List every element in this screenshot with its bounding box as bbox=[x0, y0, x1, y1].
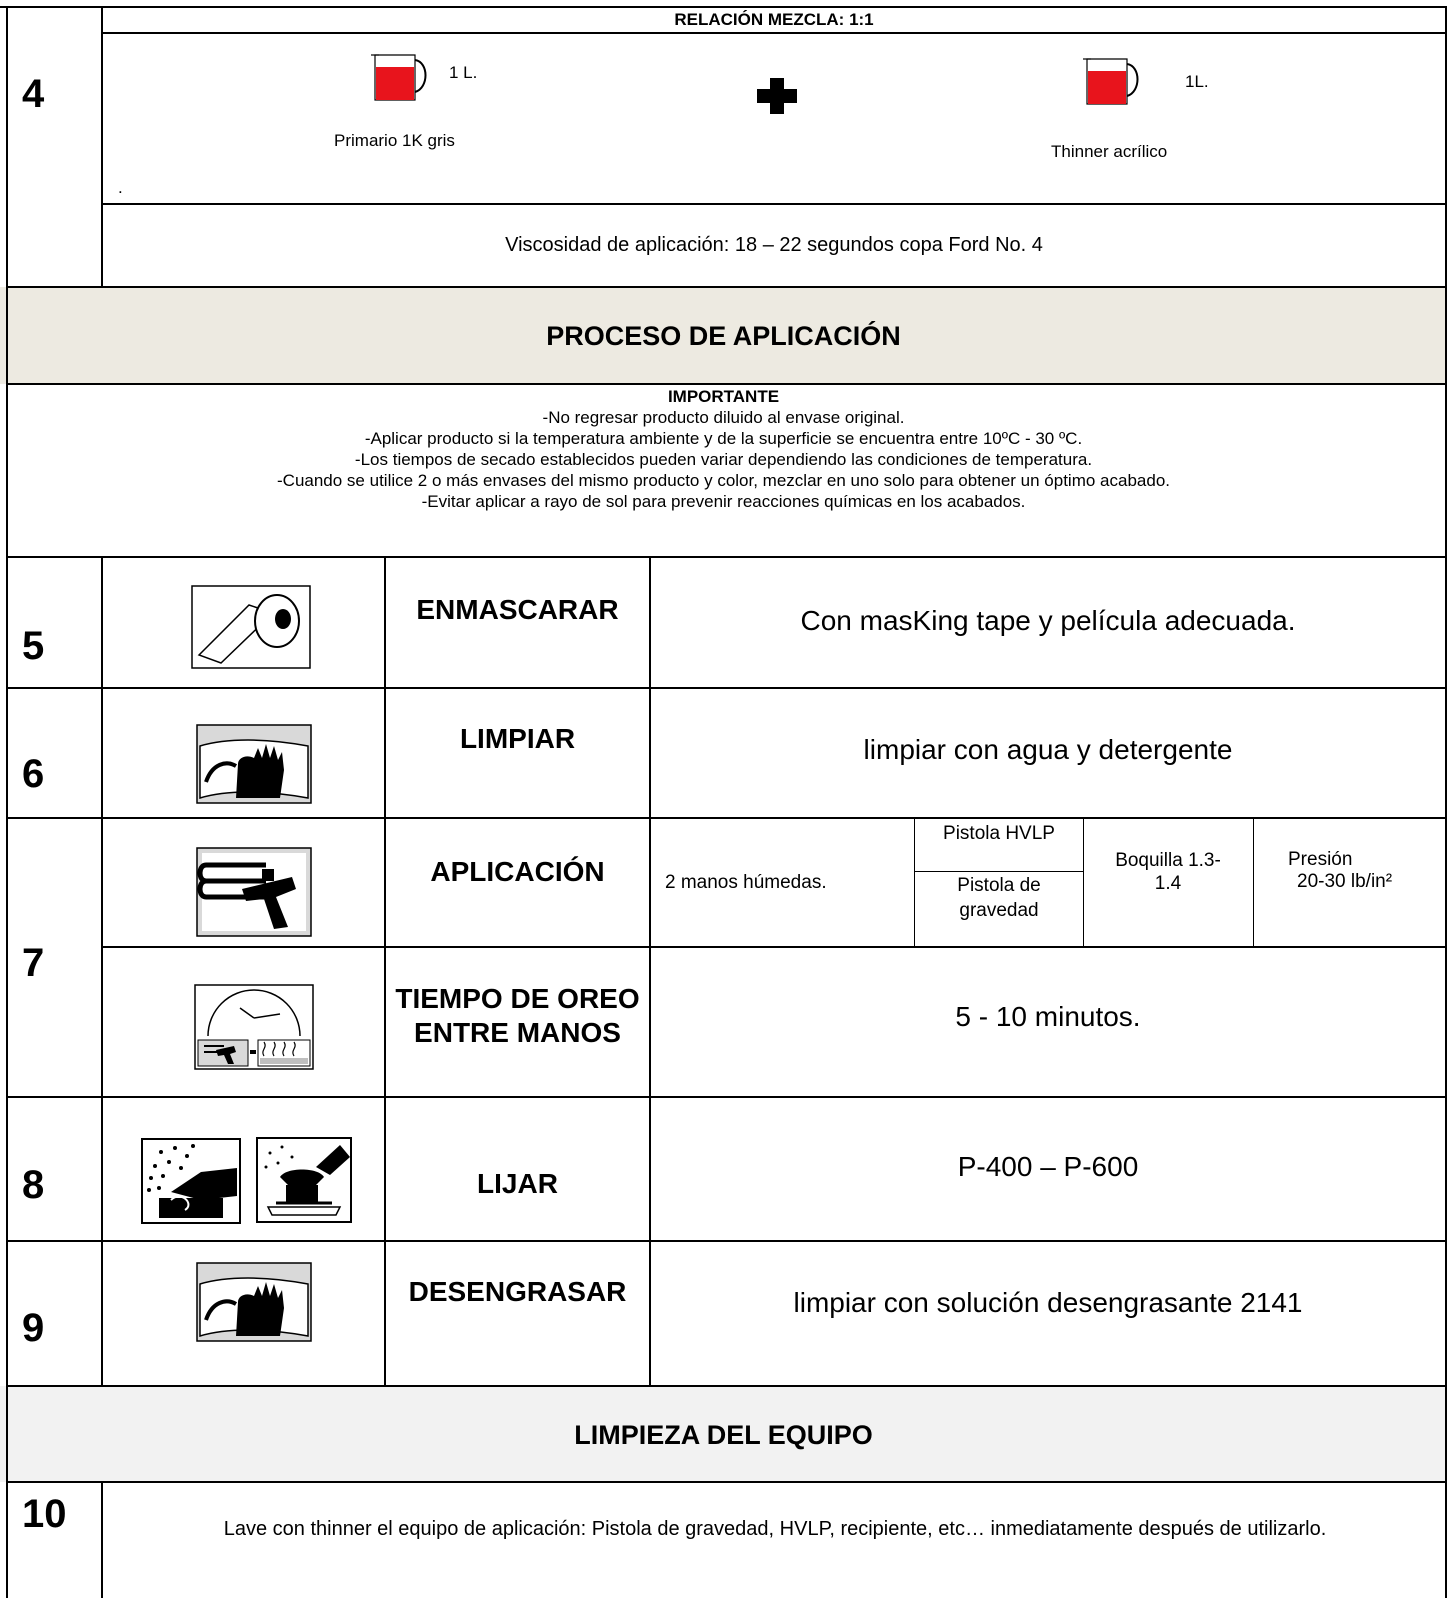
hand-cleaning-icon bbox=[196, 724, 312, 804]
thinner-name: Thinner acrílico bbox=[1051, 142, 1168, 161]
gun-gravity: Pistola de gravedad bbox=[957, 875, 1041, 921]
step-7-label: APLICACIÓN bbox=[430, 856, 605, 887]
stray-dot: . bbox=[118, 178, 123, 197]
cleaning-text: Lave con thinner el equipo de aplicación: Pistola de gravedad, HVLP, recipiente, etc… inmediatamente después de utilizarlo. bbox=[223, 1518, 1327, 1540]
gun-hvlp: Pistola HVLP bbox=[943, 823, 1055, 844]
row-line-5-6 bbox=[6, 687, 1447, 689]
measuring-jug-icon bbox=[1083, 56, 1145, 108]
flash-off-value: 5 - 10 minutos. bbox=[955, 1001, 1141, 1032]
line-above-process bbox=[6, 286, 1447, 288]
col-divider-icon bbox=[384, 556, 386, 1386]
line-below-ratio bbox=[101, 32, 1447, 34]
step-9-label: DESENGRASAR bbox=[408, 1276, 627, 1307]
step-6-value: limpiar con agua y detergente bbox=[863, 734, 1233, 765]
primer-quantity: 1 L. bbox=[449, 63, 478, 82]
viscosity-text: Viscosidad de aplicación: 18 – 22 segundos copa Ford No. 4 bbox=[505, 234, 1043, 256]
col-divider-num bbox=[101, 556, 103, 1386]
row-line-6-7 bbox=[6, 817, 1447, 819]
masking-tape-icon bbox=[191, 585, 311, 669]
step-5-label: ENMASCARAR bbox=[416, 594, 619, 625]
note-4: -Cuando se utilice 2 o más envases del mismo producto y color, mezclar en uno solo para obtener un óptimo acabado. bbox=[277, 471, 1170, 490]
nozzle-size: Boquilla 1.3-1.4 bbox=[1115, 850, 1221, 894]
flash-off-label: TIEMPO DE OREO ENTRE MANOS bbox=[395, 983, 640, 1048]
cleaning-title: LIMPIEZA DEL EQUIPO bbox=[574, 1420, 873, 1450]
gun-divider bbox=[914, 871, 1083, 872]
process-title: PROCESO DE APLICACIÓN bbox=[546, 321, 901, 351]
note-2: -Aplicar producto si la temperatura ambiente y de la superficie se encuentra entre 10ºC - 30 ºC. bbox=[364, 429, 1083, 448]
step-9-value: limpiar con solución desengrasante 2141 bbox=[793, 1287, 1303, 1318]
important-title: IMPORTANTE bbox=[667, 387, 780, 406]
step-8-label: LIJAR bbox=[477, 1168, 558, 1199]
row-line-8-9 bbox=[6, 1240, 1447, 1242]
frame-top bbox=[0, 6, 1447, 8]
step-5-value: Con masKing tape y película adecuada. bbox=[800, 605, 1296, 636]
col-divider-label bbox=[649, 556, 651, 1386]
row-line-7-8 bbox=[6, 1096, 1447, 1098]
measuring-jug-icon bbox=[371, 52, 433, 104]
line-below-process bbox=[6, 383, 1447, 385]
row-line-9-clean bbox=[6, 1385, 1447, 1387]
degrease-hand-icon bbox=[196, 1262, 312, 1342]
sanding-block-icon bbox=[256, 1137, 352, 1223]
plus-icon bbox=[757, 78, 797, 114]
line-above-viscosity bbox=[101, 203, 1447, 205]
note-3: -Los tiempos de secado establecidos pueden variar dependiendo las condiciones de temperatura. bbox=[354, 450, 1093, 469]
app-col-divider-3 bbox=[1253, 817, 1254, 946]
step-number-7: 7 bbox=[22, 941, 45, 985]
step-number-10: 10 bbox=[22, 1492, 67, 1536]
row-line-clean-10 bbox=[6, 1481, 1447, 1483]
spray-gun-icon bbox=[196, 847, 312, 937]
note-1: -No regresar producto diluido al envase original. bbox=[542, 408, 905, 427]
step-number-6: 6 bbox=[22, 752, 45, 796]
step-number-8: 8 bbox=[22, 1163, 45, 1207]
col-divider-10 bbox=[101, 1481, 103, 1598]
step-number-5: 5 bbox=[22, 624, 45, 668]
step-8-value: P-400 – P-600 bbox=[957, 1151, 1139, 1182]
frame-left bbox=[6, 6, 8, 1598]
step-number-9: 9 bbox=[22, 1306, 45, 1350]
application-coats: 2 manos húmedas. bbox=[665, 872, 827, 893]
pressure-value: 20-30 lb/in² bbox=[1297, 871, 1393, 892]
important-notes bbox=[0, 386, 1447, 512]
step-number-4: 4 bbox=[22, 72, 45, 116]
app-col-divider-2 bbox=[1083, 817, 1084, 946]
row-line-7a-7b bbox=[101, 946, 1447, 948]
line-below-important bbox=[6, 556, 1447, 558]
pressure-label: Presión bbox=[1288, 849, 1353, 870]
step-6-label: LIMPIAR bbox=[459, 723, 576, 754]
mix-ratio-title: RELACIÓN MEZCLA: 1:1 bbox=[674, 10, 874, 29]
primer-name: Primario 1K gris bbox=[334, 131, 455, 150]
flash-off-clock-icon bbox=[194, 984, 314, 1070]
note-5: -Evitar aplicar a rayo de sol para prevenir reacciones químicas en los acabados. bbox=[421, 492, 1026, 511]
thinner-quantity: 1L. bbox=[1185, 72, 1209, 91]
sanding-hand-icon bbox=[141, 1138, 241, 1224]
